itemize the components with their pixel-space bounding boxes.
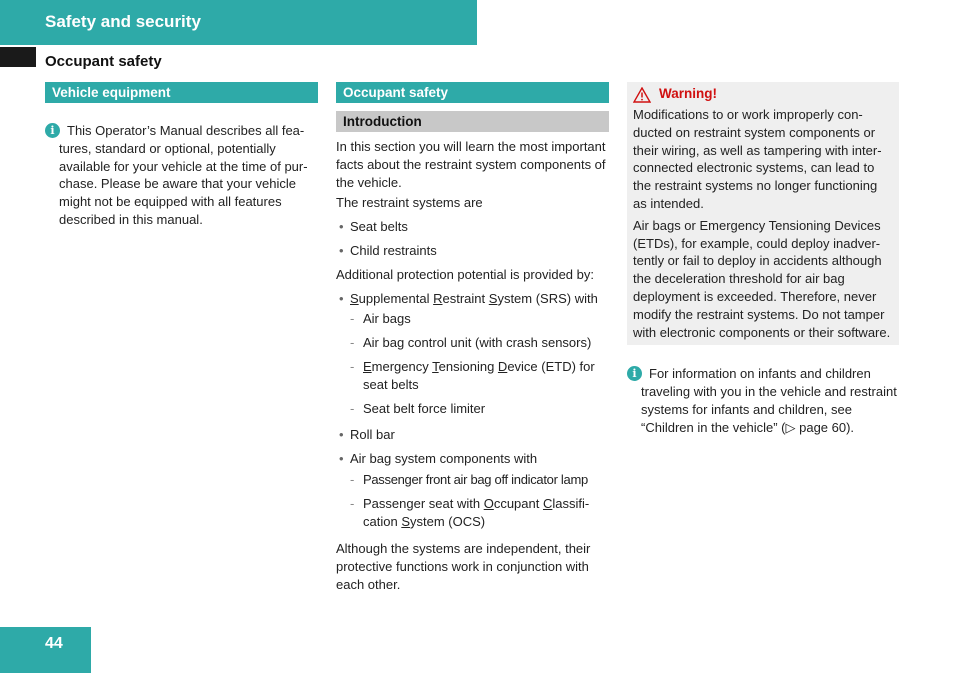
warning-paragraph-1: Modifications to or work improperly conducted on restraint system components or their wiring, as well as tampering with interconnected electronic systems, can lead to the restraint systems no longer functioning as intended. <box>633 107 882 211</box>
additional-protection: Additional protection potential is provided by: <box>336 266 594 282</box>
closing-paragraph: Although the systems are independent, their protective functions work in conjunction with each other. <box>336 541 591 592</box>
column-3 <box>627 82 899 437</box>
chapter-header <box>0 0 477 45</box>
sub-item: - Passenger front air bag off indicator lamp <box>350 471 609 489</box>
section-title: Occupant safety <box>45 53 162 70</box>
info-note <box>627 365 899 436</box>
chapter-title: Safety and security <box>45 12 201 31</box>
occupant-safety-heading: Occupant safety <box>336 82 609 103</box>
info-text: This Operator’s Manual describes all features, standard or optional, potentially available for your vehicle at the time of purchase. Please be aware that your vehicle might not be equipped with all features described in this manual. <box>59 123 308 227</box>
protection-list <box>336 290 609 531</box>
warning-box <box>627 82 899 345</box>
page-number: 44 <box>45 635 63 652</box>
sub-item-ocs: - Passenger seat with Occupant Classification System (OCS) <box>350 495 609 531</box>
srs-sublist <box>350 310 609 417</box>
vehicle-equipment-heading: Vehicle equipment <box>45 82 318 103</box>
list-item-srs: • Supplemental Restraint System (SRS) with - Air bags - Air bag control unit (with crash sensors) - Emergency Tensioning Device (ETD) for seat belts - Seat belt force limiter <box>336 290 609 418</box>
column-2 <box>336 82 609 594</box>
info-icon: i <box>45 123 60 138</box>
restraint-systems-intro: The restraint systems are <box>336 195 483 211</box>
info-note <box>45 122 318 229</box>
column-1 <box>45 82 318 229</box>
page-number-box <box>0 627 91 673</box>
warning-triangle-icon <box>633 87 651 103</box>
introduction-subheading: Introduction <box>336 111 609 132</box>
info-icon: i <box>627 366 642 381</box>
list-item: • Child restraints <box>336 242 609 260</box>
warning-paragraph-2: Air bags or Emergency Tensioning Devices (ETDs), for example, could deploy inadvertently or fail to deploy in accidents although the deceleration threshold for air bag deployment is exceeded. Therefore, never modify the restraint systems. Do not tamper with electronic components or their software. <box>633 217 891 340</box>
sub-item: - Air bags <box>350 310 609 328</box>
warning-title: Warning! <box>633 84 893 104</box>
sub-item-etd: - Emergency Tensioning Device (ETD) for seat belts <box>350 358 609 394</box>
list-item-airbag-components: • Air bag system components with - Passenger front air bag off indicator lamp - Passenger seat with Occupant Classification System (OCS) <box>336 450 609 530</box>
sub-item: - Seat belt force limiter <box>350 400 609 418</box>
list-item: • Roll bar <box>336 426 609 444</box>
restraint-list <box>336 218 609 260</box>
section-marker <box>0 47 36 67</box>
intro-paragraph: In this section you will learn the most important facts about the restraint system components of the vehicle. <box>336 139 606 190</box>
airbag-sublist <box>350 471 609 530</box>
info-text: For information on infants and children traveling with you in the vehicle and restraint systems for infants and children, see “Children in the vehicle” (▷ page 60). <box>641 366 897 435</box>
list-item: • Seat belts <box>336 218 609 236</box>
sub-item: - Air bag control unit (with crash sensors) <box>350 334 609 352</box>
